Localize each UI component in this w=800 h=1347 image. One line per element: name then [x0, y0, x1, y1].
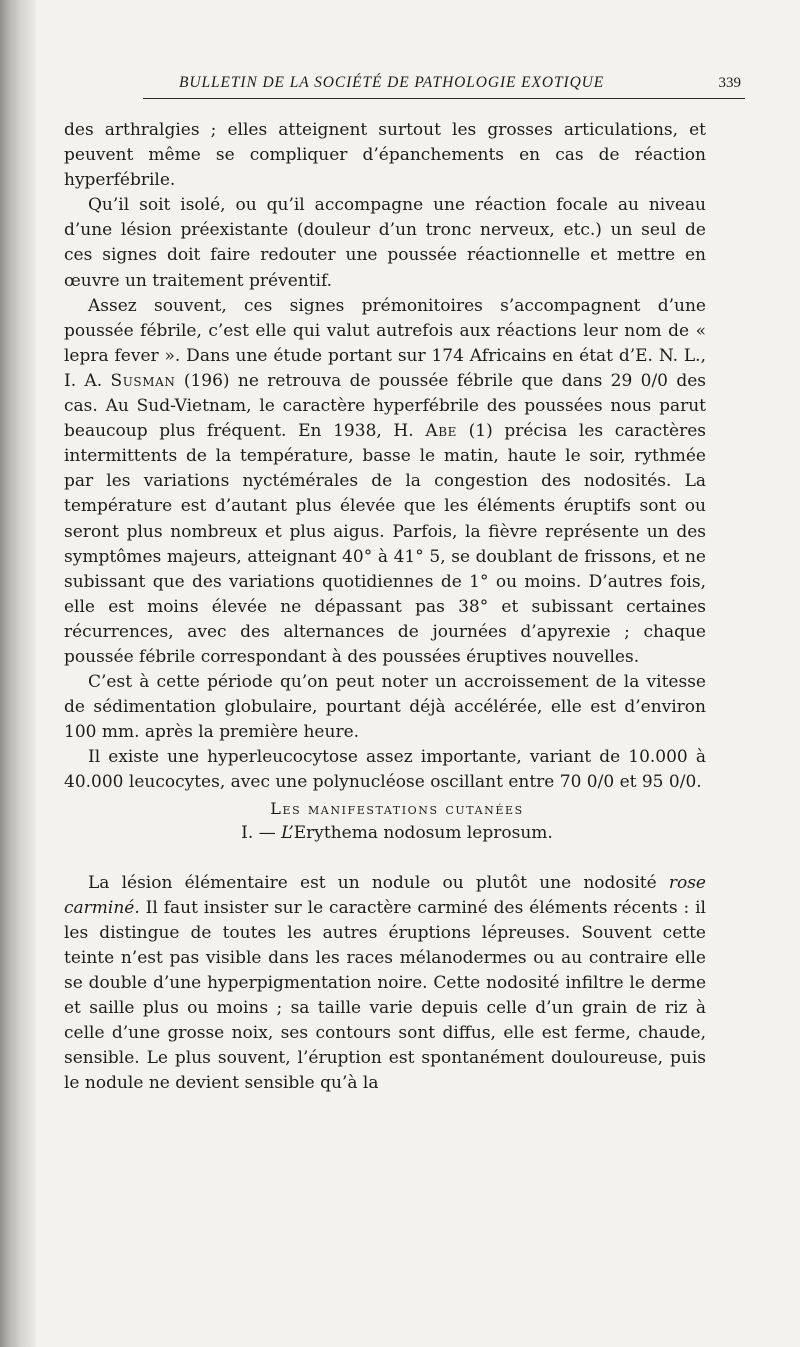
- body-text: [64, 118, 706, 1097]
- lesion-text-2: Il faut insister sur le caractère carminé des éléments récents : il les distingue de toutes les autres éruptions lépreuses. Souvent cette teinte n’est pas visible dans les races mélanodermes ou au contraire elle se double d’une hyperpigmentation noire. Cette nodosité infiltre le derme et saille plus ou moins ; sa taille varie depuis celle d’un grain de riz à celle d’une grosse noix, ses contours sont diffus, elle est ferme, chaude, sensible. Le plus souvent, l’éruption est spontanément douloureuse, puis le nodule ne devient sensible qu’à la: [64, 897, 706, 1094]
- fever-text-1: Assez souvent, ces signes prémonitoires s’accompagnent d’une poussée fébrile, c’est elle qui valut autrefois aux réactions leur nom de « lepra fever ». Dans une étude portant sur 174 Africains en état d’E. N. L., I. A.: [64, 295, 706, 391]
- paragraph-leucocytosis: Il existe une hyperleucocytose assez importante, variant de 10.000 à 40.000 leucocytes, avec une polynucléose oscillant entre 70 0/0 et 95 0/0.: [64, 747, 706, 793]
- subsection-title: Erythema nodosum leprosum.: [293, 822, 553, 843]
- running-header: [143, 72, 745, 99]
- subsection-article: L’: [281, 822, 294, 843]
- page-number: 339: [718, 75, 741, 91]
- author-abe: Abe: [425, 421, 457, 442]
- fever-text-3: (1) précisa les caractères intermittents de la température, basse le matin, haute le soir, rythmée par les variations nyctémérales de la congestion des nodosités. La température est d’autant plus élevée que les éléments éruptifs sont ou seront plus nombreux et plus aigus. Parfois, la fièvre représente un des symptômes majeurs, atteignant 40° à 41° 5, se doublant de frissons, et ne subissant que des variations quotidiennes de 1° ou moins. D’autres fois, elle est moins élevée ne dépassant pas 38° et subissant certaines récurrences, avec des alternances de journées d’apyrexie ; chaque poussée fébrile correspondant à des poussées éruptives nouvelles.: [64, 421, 706, 667]
- subsection-numeral: I. —: [241, 822, 282, 843]
- binding-shadow: [0, 0, 36, 1347]
- paragraph-fever: [64, 294, 706, 670]
- journal-title: BULLETIN DE LA SOCIÉTÉ DE PATHOLOGIE EXOTIQUE: [179, 74, 605, 91]
- lesion-text-1: La lésion élémentaire est un nodule ou plutôt une nodosité: [88, 872, 669, 893]
- fever-text-2: (196) ne retrouva de poussée fébrile que dans 29 0/0 des cas. Au Sud-Vietnam, le caractère hyperfébrile des poussées nous parut beaucoup plus fréquent. En 1938, H.: [64, 370, 706, 442]
- lesion-color-term: rose carminé.: [64, 872, 706, 918]
- author-susman: Susman: [110, 370, 176, 391]
- subsection-heading: [64, 821, 706, 846]
- paragraph-isolated-sign: Qu’il soit isolé, ou qu’il accompagne une réaction focale au niveau d’une lésion préexistante (douleur d’un tronc nerveux, etc.) un seul de ces signes doit faire redouter une poussée réactionnelle et mettre en œuvre un traitement préventif.: [64, 195, 706, 291]
- section-heading: Les manifestations cutanées: [270, 798, 524, 818]
- paragraph-sedimentation: C’est à cette période qu’on peut noter un accroissement de la vitesse de sédimentation globulaire, pourtant déjà accélérée, elle est d’environ 100 mm. après la première heure.: [64, 672, 706, 743]
- paragraph-elementary-lesion: [64, 871, 706, 1097]
- paragraph-arthralgies: des arthralgies ; elles atteignent surtout les grosses articulations, et peuvent même se compliquer d’épanchements en cas de réaction hyperfébrile.: [64, 120, 706, 191]
